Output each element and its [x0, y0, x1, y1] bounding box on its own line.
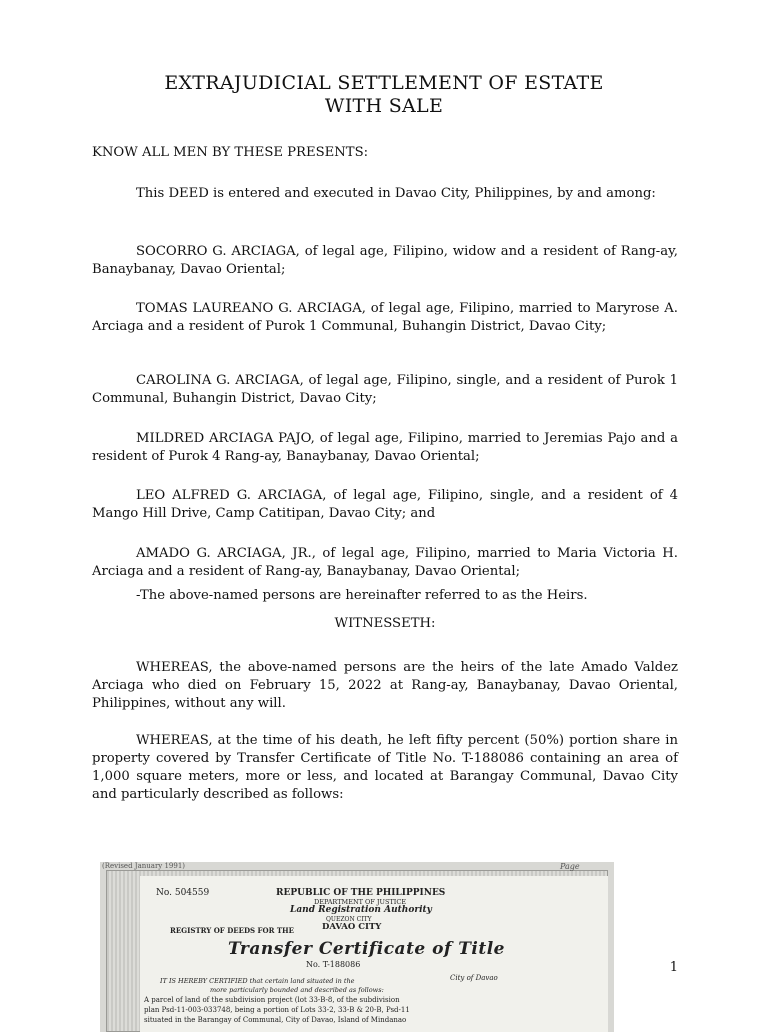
paragraph-party-socorro: SOCORRO G. ARCIAGA, of legal age, Filipino, widow and a resident of Rang-ay, Banaybanay, Davao Oriental;	[92, 244, 678, 277]
paragraph-party-tomas: TOMAS LAUREANO G. ARCIAGA, of legal age, Filipino, married to Maryrose A. Arciaga and a resident of Purok 1 Communal, Buhangin District, Davao City;	[92, 301, 678, 334]
page-label: Page	[560, 862, 580, 871]
republic-heading: REPUBLIC OF THE PHILIPPINES	[276, 888, 446, 898]
page-number: 1	[669, 960, 678, 975]
authority-heading: Land Registration Authority	[290, 905, 432, 915]
scanned-title-certificate	[100, 862, 614, 1032]
paragraph-deed: This DEED is entered and executed in Davao City, Philippines, by and among:	[136, 186, 656, 201]
certified-line: IT IS HEREBY CERTIFIED that certain land situated in the	[160, 977, 355, 985]
revised-note: (Revised January 1991)	[102, 862, 186, 870]
intro-text: KNOW ALL MEN BY THESE PRESENTS:	[92, 145, 369, 160]
certificate-body-line-2: plan Psd-11-003-033748, being a portion of Lots 33-2, 33-B & 20-B, Psd-11	[144, 1006, 410, 1014]
title-line-1: EXTRAJUDICIAL SETTLEMENT OF ESTATE	[164, 72, 604, 94]
certificate-title: Transfer Certificate of Title	[228, 939, 505, 959]
paragraph-party-leo: LEO ALFRED G. ARCIAGA, of legal age, Filipino, single, and a resident of 4 Mango Hill Drive, Camp Catitipan, Davao City; and	[92, 488, 678, 521]
paragraph-whereas-1: WHEREAS, the above-named persons are the heirs of the late Amado Valdez Arciaga who died on February 15, 2022 at Rang-ay, Banaybanay, Davao Oriental, Philippines, without any will.	[92, 660, 678, 711]
department-heading: DEPARTMENT OF JUSTICE	[314, 898, 407, 906]
authority-city: QUEZON CITY	[326, 916, 372, 923]
paragraph-party-amado-jr: AMADO G. ARCIAGA, JR., of legal age, Filipino, married to Maria Victoria H. Arciaga and a resident of Rang-ay, Banaybanay, Davao Oriental;	[92, 546, 678, 579]
certificate-number: No. 504559	[156, 888, 210, 898]
certificate-title-number: No. T-188086	[306, 960, 361, 969]
paragraph-party-carolina: CAROLINA G. ARCIAGA, of legal age, Filipino, single, and a resident of Purok 1 Communal, Buhangin District, Davao City;	[92, 373, 678, 406]
paragraph-heirs: -The above-named persons are hereinafter referred to as the Heirs.	[136, 588, 588, 603]
certificate-body-line-1: A parcel of land of the subdivision project (lot 33-B-8, of the subdivision	[144, 996, 400, 1004]
document-title	[0, 72, 768, 118]
certificate-body-line-3: situated in the Barangay of Communal, City of Davao, Island of Mindanao	[144, 1016, 407, 1024]
certified-city: City of Davao	[450, 974, 498, 982]
title-line-2: WITH SALE	[324, 95, 444, 117]
witnesseth-heading: WITNESSETH:	[334, 616, 436, 631]
paragraph-whereas-2: WHEREAS, at the time of his death, he left fifty percent (50%) portion share in property covered by Transfer Certificate of Title No. T-188086 containing an area of 1,000 square meters, more or less, and located at Barangay Communal, Davao City and particularly described as follows:	[92, 733, 678, 802]
registry-place: DAVAO CITY	[322, 922, 382, 932]
registry-heading: REGISTRY OF DEEDS FOR THE	[170, 926, 294, 935]
described-line: more particularly bounded and described as follows:	[210, 986, 384, 994]
paragraph-party-mildred: MILDRED ARCIAGA PAJO, of legal age, Filipino, married to Jeremias Pajo and a resident of Purok 4 Rang-ay, Banaybanay, Davao Oriental;	[92, 431, 678, 464]
